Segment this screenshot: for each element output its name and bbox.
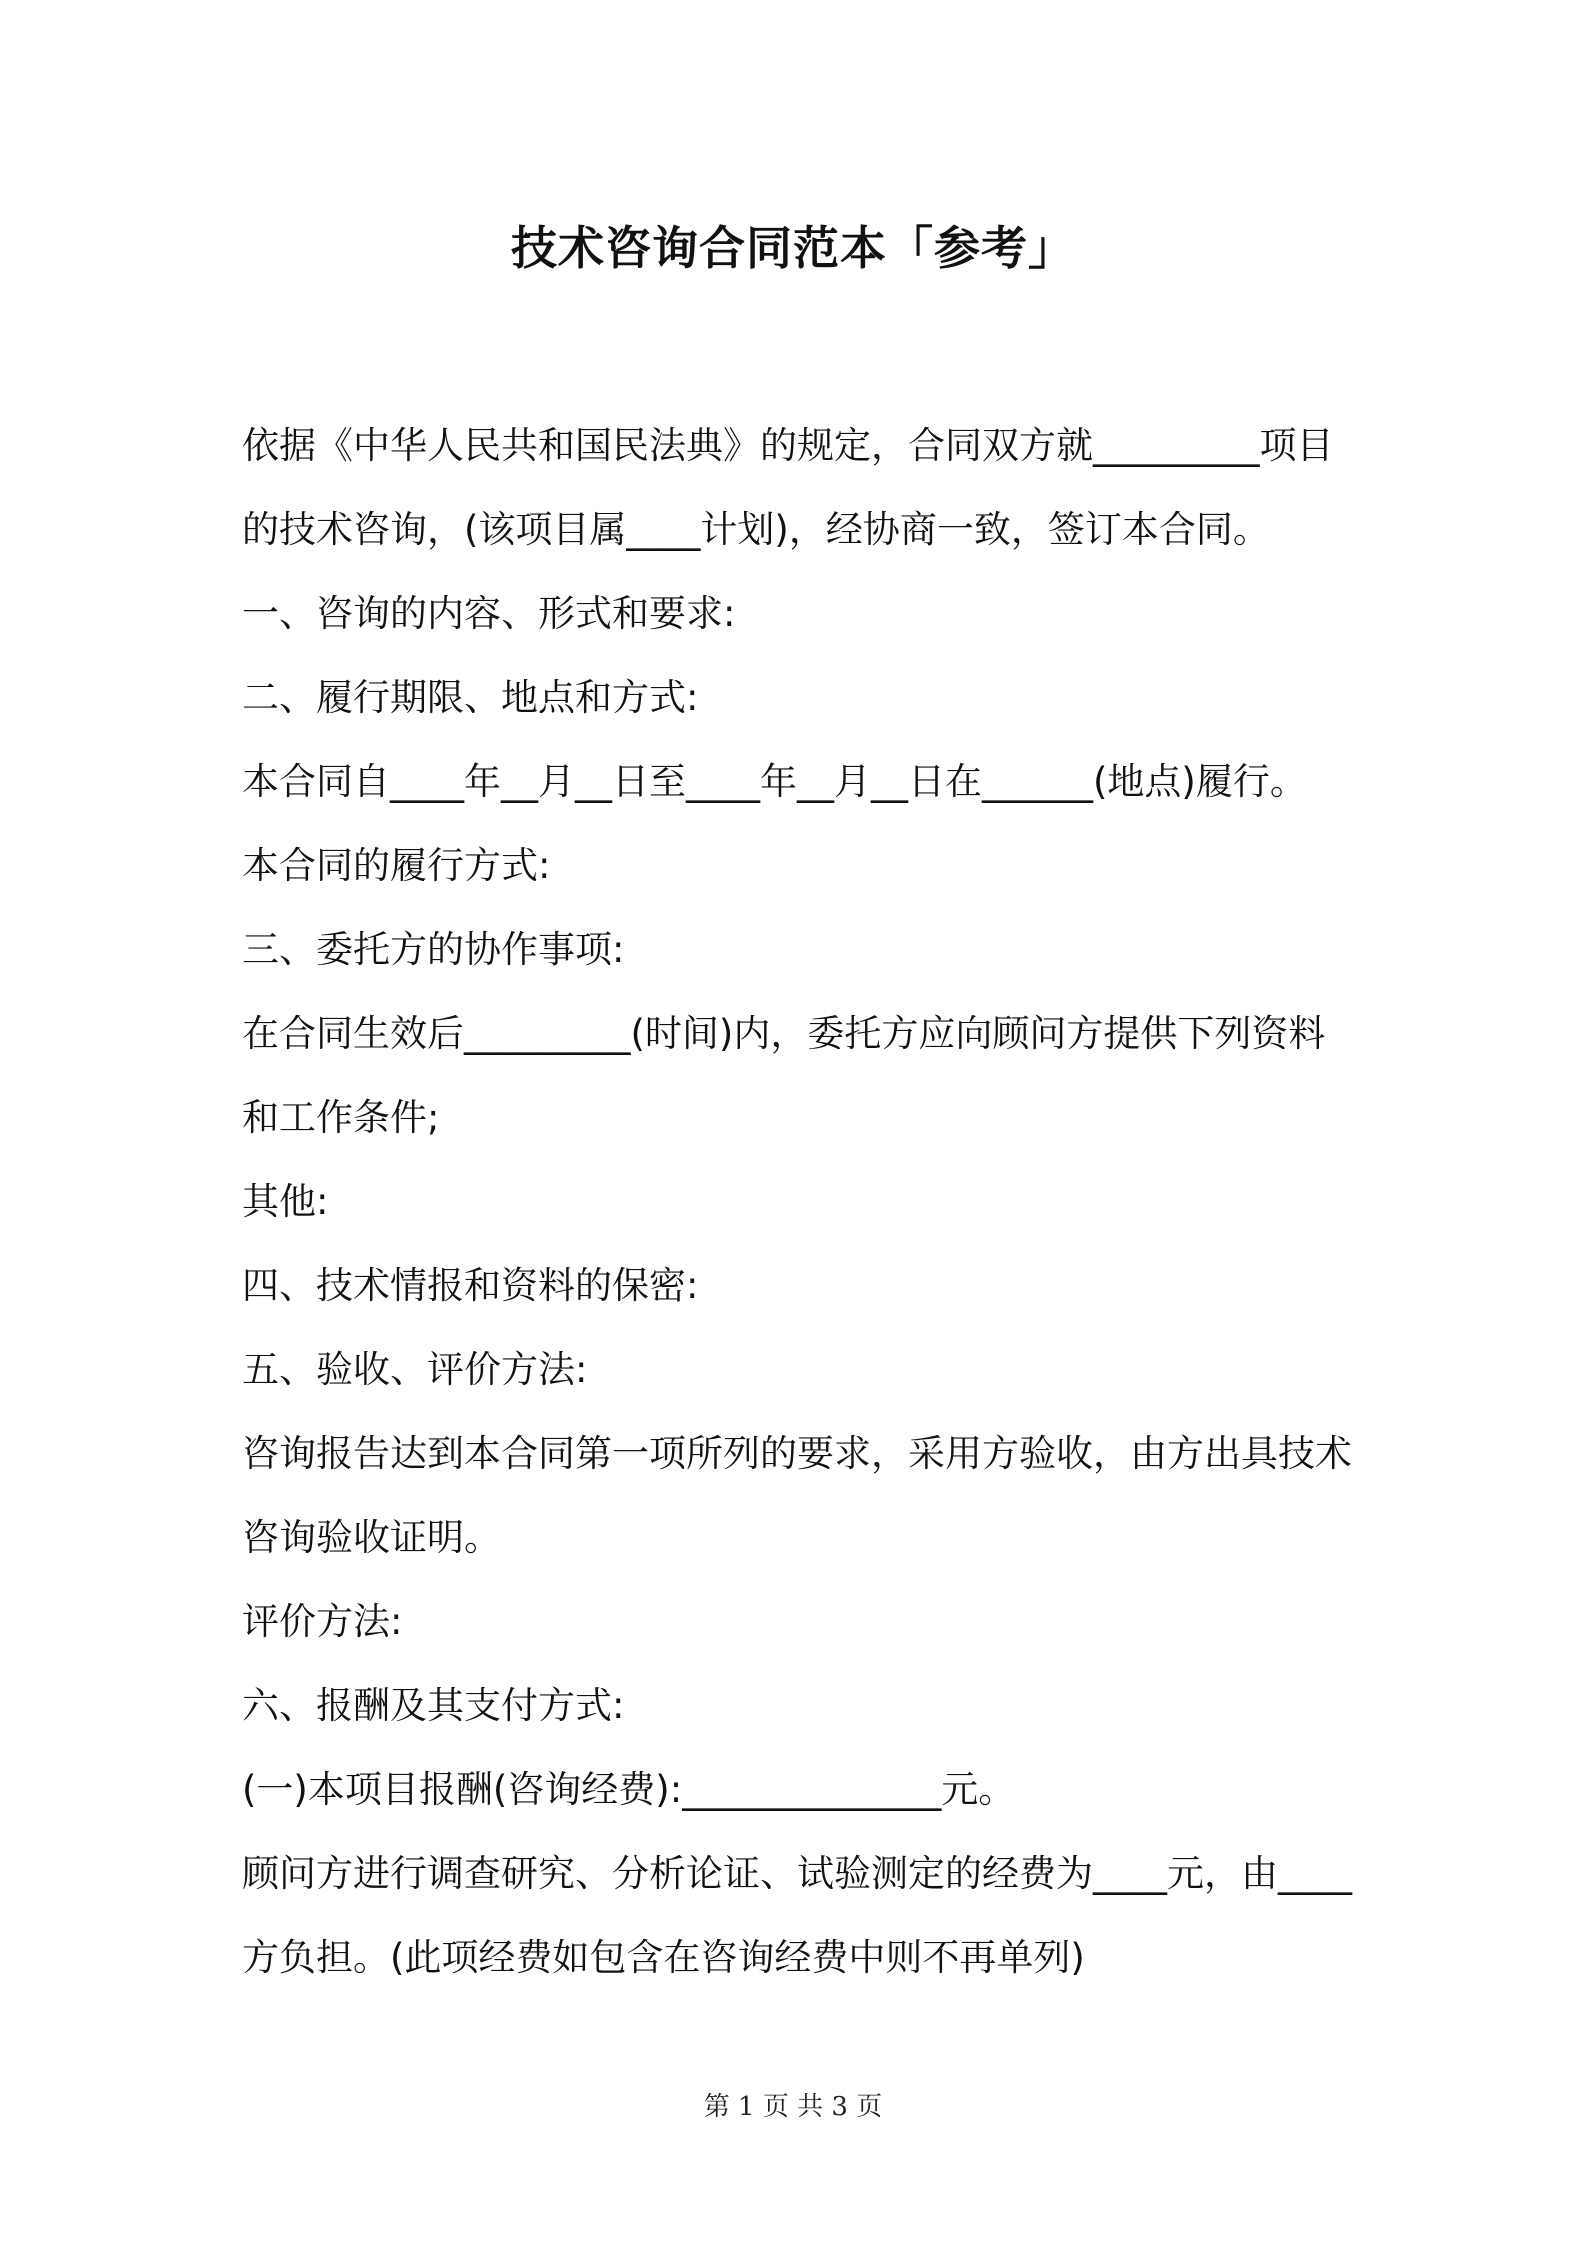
paragraph-line: 其他: — [242, 1180, 329, 1223]
document-body — [242, 404, 1362, 2000]
paragraph-line: 咨询验收证明。 — [242, 1516, 501, 1559]
section-heading: 四、技术情报和资料的保密: — [242, 1264, 699, 1307]
paragraph-line: (一)本项目报酬(咨询经费):______________元。 — [242, 1768, 1016, 1811]
paragraph-line: 依据《中华人民共和国民法典》的规定，合同双方就_________项目 — [242, 424, 1334, 467]
document-title: 技术咨询合同范本「参考」 — [511, 221, 1075, 275]
paragraph-line: 咨询报告达到本合同第一项所列的要求，采用方验收，由方出具技术 — [242, 1432, 1352, 1475]
section-heading: 六、报酬及其支付方式: — [242, 1684, 625, 1727]
section-heading: 五、验收、评价方法: — [242, 1348, 588, 1391]
paragraph-line: 和工作条件; — [242, 1096, 440, 1139]
page-number-footer: 第 1 页 共 3 页 — [703, 2092, 883, 2122]
paragraph-line: 的技术咨询，(该项目属____计划)，经协商一致，签订本合同。 — [242, 508, 1270, 551]
section-heading: 二、履行期限、地点和方式: — [242, 676, 699, 719]
paragraph-line: 本合同自____年__月__日至____年__月__日在______(地点)履行。 — [242, 760, 1307, 803]
paragraph-line: 顾问方进行调查研究、分析论证、试验测定的经费为____元，由____ — [242, 1852, 1352, 1895]
section-heading: 三、委托方的协作事项: — [242, 928, 625, 971]
paragraph-line: 方负担。(此项经费如包含在咨询经费中则不再单列) — [242, 1936, 1085, 1979]
section-heading: 一、咨询的内容、形式和要求: — [242, 592, 736, 635]
paragraph-line: 在合同生效后_________(时间)内，委托方应向顾问方提供下列资料 — [242, 1012, 1326, 1055]
paragraph-line: 本合同的履行方式: — [242, 844, 551, 887]
paragraph-line: 评价方法: — [242, 1600, 403, 1643]
